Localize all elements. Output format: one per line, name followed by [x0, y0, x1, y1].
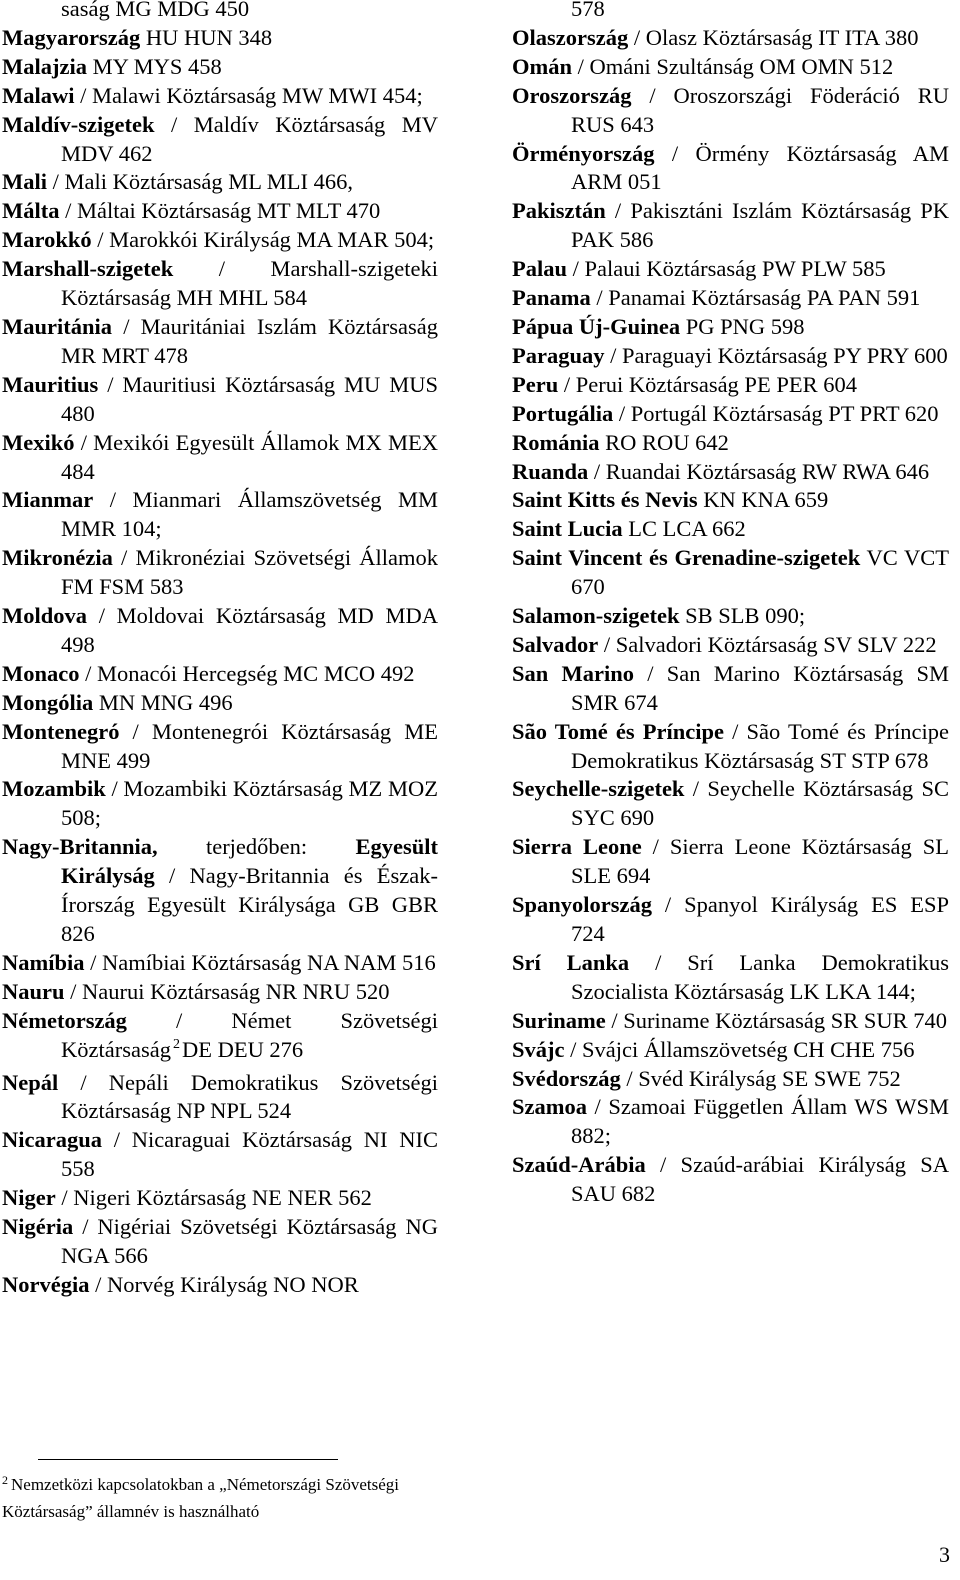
country-name: Panama — [512, 285, 591, 311]
country-details: / Mauritániai Iszlám Köztársaság MR MRT 478 — [61, 313, 438, 368]
country-details: KN KNA 659 — [697, 487, 829, 513]
country-details: / Namíbiai Köztársaság NA NAM 516 — [84, 949, 436, 975]
country-name: Nigéria — [2, 1214, 74, 1240]
country-details: / Ruandai Köztársaság RW RWA 646 — [588, 458, 930, 484]
country-name: Mongólia — [2, 689, 94, 715]
country-entry — [512, 544, 949, 602]
country-details: / Szaúd-arábiai Királyság SA SAU 682 — [571, 1152, 949, 1207]
country-name: Málta — [2, 198, 60, 224]
footnote-text: Nemzetközi kapcsolatokban a „Németországi Szövetségi Köztársaság” államnév is használható — [2, 1475, 400, 1521]
country-entry — [2, 689, 438, 718]
country-details: / Nicaraguai Köztársaság NI NIC 558 — [61, 1127, 438, 1182]
country-details: / Ománi Szultánság OM OMN 512 — [572, 53, 894, 79]
country-entry — [512, 949, 949, 1007]
country-details: MN MNG 496 — [93, 689, 233, 715]
country-name: Szaúd-Arábia — [512, 1152, 646, 1178]
country-details: / Maldív Köztársaság MV MDV 462 — [61, 111, 438, 166]
country-details: / Paraguayi Köztársaság PY PRY 600 — [604, 342, 948, 368]
country-name: Marokkó — [2, 227, 92, 253]
country-details: / Szamoai Független Állam WS WSM 882; — [571, 1094, 949, 1149]
country-name: Svájc — [512, 1036, 565, 1062]
country-details: / Seychelle Köztársaság SC SYC 690 — [571, 776, 949, 831]
country-entry — [2, 602, 438, 660]
country-details: / Német Szövetségi Köztársaság — [61, 1007, 438, 1062]
country-entry — [2, 197, 438, 226]
country-name: Nauru — [2, 978, 65, 1004]
country-details: / Nepáli Demokratikus Szövetségi Köztársaság NP NPL 524 — [58, 1069, 438, 1124]
country-details-cont: / Nagy-Britannia és Észak-Írország Egyesült Királysága GB GBR 826 — [61, 863, 438, 946]
country-entry — [512, 775, 949, 833]
country-name: Mikronézia — [2, 545, 113, 571]
country-details: / Panamai Köztársaság PA PAN 591 — [590, 285, 921, 311]
country-entry — [512, 284, 949, 313]
country-entry — [2, 24, 438, 53]
country-details: RO ROU 642 — [599, 429, 729, 455]
country-name: Portugália — [512, 400, 614, 426]
country-entry — [512, 891, 949, 949]
country-name: Örményország — [512, 140, 655, 166]
country-details: / Oroszországi Föderáció RU RUS 643 — [571, 82, 949, 137]
country-details: SB SLB 090; — [679, 603, 806, 629]
country-name: Saint Lucia — [512, 516, 623, 542]
country-entry — [2, 1069, 438, 1127]
country-entry — [2, 775, 438, 833]
right-column — [512, 0, 949, 1209]
country-entry — [2, 949, 438, 978]
country-details: / Malawi Köztársaság MW MWI 454; — [74, 82, 423, 108]
country-entry — [2, 168, 438, 197]
country-entry — [2, 544, 438, 602]
country-details: / San Marino Köztársaság SM SMR 674 — [571, 660, 950, 715]
country-entry — [512, 486, 949, 515]
country-name: Srí Lanka — [512, 949, 630, 975]
country-entry — [2, 1126, 438, 1184]
country-name: Mauritánia — [2, 313, 112, 339]
country-details: / Marshall-szigeteki Köztársaság MH MHL 584 — [61, 256, 438, 311]
country-entry — [512, 82, 949, 140]
country-details: saság MG MDG 450 — [61, 0, 250, 21]
country-name: Namíbia — [2, 949, 85, 975]
country-details: / Marokkói Királyság MA MAR 504; — [91, 227, 435, 253]
country-details: / Nigériai Szövetségi Köztársaság NG NGA 566 — [61, 1214, 438, 1268]
country-entry — [512, 400, 949, 429]
country-details: / Sierra Leone Köztársaság SL SLE 694 — [571, 834, 949, 889]
country-entry — [2, 978, 438, 1007]
country-entry — [512, 1065, 949, 1094]
country-details: / Palaui Köztársaság PW PLW 585 — [567, 256, 886, 282]
country-details: PG PNG 598 — [680, 313, 805, 339]
country-details: / Örmény Köztársaság AM ARM 051 — [571, 140, 949, 195]
page-number: 3 — [939, 1542, 950, 1567]
country-name: Mauritius — [2, 371, 99, 397]
country-entry — [512, 515, 949, 544]
country-entry — [512, 140, 949, 198]
country-name: Saint Kitts és Nevis — [512, 487, 698, 513]
country-entry — [2, 371, 438, 429]
country-details: MY MYS 458 — [86, 53, 222, 79]
country-entry — [512, 429, 949, 458]
country-name: São Tomé és Príncipe — [512, 718, 724, 744]
country-details: / Mozambiki Köztársaság MZ MOZ 508; — [61, 776, 438, 831]
country-name: Spanyolország — [512, 892, 653, 918]
country-details: / Mexikói Egyesült Államok MX MEX 484 — [61, 429, 438, 484]
country-name: Nepál — [2, 1069, 59, 1095]
country-details: / São Tomé és Príncipe Demokratikus Köztársaság ST STP 678 — [571, 718, 949, 773]
country-name: Omán — [512, 53, 573, 79]
country-name: Olaszország — [512, 24, 629, 50]
country-entry — [2, 111, 438, 169]
country-details-cont: DE DEU 276 — [181, 1036, 304, 1062]
country-entry — [512, 718, 949, 776]
country-entry — [512, 1093, 949, 1151]
country-entry — [512, 0, 949, 24]
country-name: Suriname — [512, 1007, 606, 1033]
country-name-alt: Egyesült Királyság — [61, 834, 438, 889]
country-details: / Svéd Királyság SE SWE 752 — [620, 1065, 901, 1091]
country-name: Niger — [2, 1185, 56, 1211]
footnote-reference: 2 — [172, 1036, 180, 1052]
country-details: / Montenegrói Köztársaság ME MNE 499 — [61, 718, 438, 773]
country-name: Seychelle-szigetek — [512, 776, 685, 802]
country-entry — [2, 429, 438, 487]
country-entry — [2, 486, 438, 544]
country-entry — [2, 255, 438, 313]
country-details: / Naurui Köztársaság NR NRU 520 — [64, 978, 390, 1004]
country-entry — [512, 313, 949, 342]
country-entry — [2, 226, 438, 255]
country-entry — [2, 1184, 438, 1213]
country-entry — [2, 718, 438, 776]
country-name: Románia — [512, 429, 600, 455]
country-details: / Máltai Köztársaság MT MLT 470 — [59, 198, 381, 224]
country-entry — [2, 53, 438, 82]
country-details: / Perui Köztársaság PE PER 604 — [558, 371, 857, 397]
country-entry — [512, 833, 949, 891]
country-details: / Portugál Köztársaság PT PRT 620 — [613, 400, 939, 426]
country-entry — [2, 82, 438, 111]
country-entry — [512, 602, 949, 631]
country-name: Paraguay — [512, 342, 605, 368]
country-entry — [2, 0, 438, 24]
country-entry — [512, 197, 949, 255]
country-name: Ruanda — [512, 458, 589, 484]
country-name: Mali — [2, 169, 47, 195]
country-name: Moldova — [2, 603, 88, 629]
country-details: / Mianmari Államszövetség MM MMR 104; — [61, 487, 438, 542]
country-name: Malajzia — [2, 53, 87, 79]
country-name: Marshall-szigetek — [2, 256, 174, 282]
country-details: / Mikronéziai Szövetségi Államok FM FSM 583 — [61, 545, 438, 600]
country-name: Szamoa — [512, 1094, 587, 1120]
country-entry — [512, 1151, 949, 1209]
country-entry — [2, 1007, 438, 1069]
country-name: Peru — [512, 371, 559, 397]
country-entry — [512, 24, 949, 53]
country-details: / Spanyol Királyság ES ESP 724 — [571, 892, 949, 946]
country-details: HU HUN 348 — [140, 24, 273, 50]
country-entry — [512, 1007, 949, 1036]
country-details: / Srí Lanka Demokratikus Szocialista Köztársaság LK LKA 144; — [571, 949, 949, 1004]
country-entry — [512, 371, 949, 400]
country-details: LC LCA 662 — [622, 516, 746, 542]
country-entry — [512, 342, 949, 371]
footnote-separator — [38, 1459, 338, 1460]
country-details: / Salvadori Köztársaság SV SLV 222 — [598, 631, 937, 657]
country-name: Nagy-Britannia, — [2, 834, 158, 860]
country-entry — [512, 53, 949, 82]
country-entry — [512, 1036, 949, 1065]
country-details: / Moldovai Köztársaság MD MDA 498 — [61, 603, 438, 657]
left-column — [2, 0, 438, 1300]
country-name: Pápua Új-Guinea — [512, 313, 681, 339]
country-entry — [512, 660, 949, 718]
footnote — [2, 1472, 442, 1524]
country-entry — [512, 255, 949, 284]
country-details: / Mali Köztársaság ML MLI 466, — [47, 169, 353, 195]
country-name: Malawi — [2, 82, 75, 108]
country-name: Maldív-szigetek — [2, 111, 155, 137]
country-name: Salvador — [512, 631, 599, 657]
country-name: Pakisztán — [512, 198, 606, 224]
country-name: Németország — [2, 1007, 127, 1033]
country-name: Oroszország — [512, 82, 632, 108]
country-name: Mexikó — [2, 429, 75, 455]
country-name: Svédország — [512, 1065, 621, 1091]
country-name: Mozambik — [2, 776, 106, 802]
country-name: Salamon-szigetek — [512, 603, 680, 629]
country-name: Palau — [512, 256, 568, 282]
country-name: Mianmar — [2, 487, 94, 513]
country-name: Sierra Leone — [512, 834, 642, 860]
country-entry — [2, 313, 438, 371]
country-entry — [512, 458, 949, 487]
country-details: VC VCT 670 — [571, 545, 949, 600]
country-details: 578 — [571, 0, 605, 21]
country-details: / Nigeri Köztársaság NE NER 562 — [55, 1185, 372, 1211]
country-name: Nicaragua — [2, 1127, 102, 1153]
country-name: San Marino — [512, 660, 635, 686]
country-details: / Olasz Köztársaság IT ITA 380 — [628, 24, 919, 50]
country-entry — [2, 833, 438, 949]
country-details: / Suriname Köztársaság SR SUR 740 — [605, 1007, 947, 1033]
country-name: Magyarország — [2, 24, 141, 50]
country-name: Montenegró — [2, 718, 120, 744]
country-name: Monaco — [2, 660, 80, 686]
country-details: terjedőben: — [157, 834, 356, 860]
country-details: / Svájci Államszövetség CH CHE 756 — [564, 1036, 915, 1062]
country-entry — [2, 1271, 438, 1300]
country-name: Saint Vincent és Grenadine-szigetek — [512, 545, 861, 571]
country-details: / Pakisztáni Iszlám Köztársaság PK PAK 586 — [571, 198, 949, 253]
country-entry — [2, 660, 438, 689]
country-details: / Monacói Hercegség MC MCO 492 — [79, 660, 415, 686]
country-details: / Mauritiusi Köztársaság MU MUS 480 — [61, 371, 438, 426]
footnote-number: 2 — [2, 1473, 8, 1487]
country-entry — [512, 631, 949, 660]
country-entry — [2, 1213, 438, 1271]
country-name: Norvégia — [2, 1271, 90, 1297]
country-details: / Norvég Királyság NO NOR — [89, 1271, 359, 1297]
